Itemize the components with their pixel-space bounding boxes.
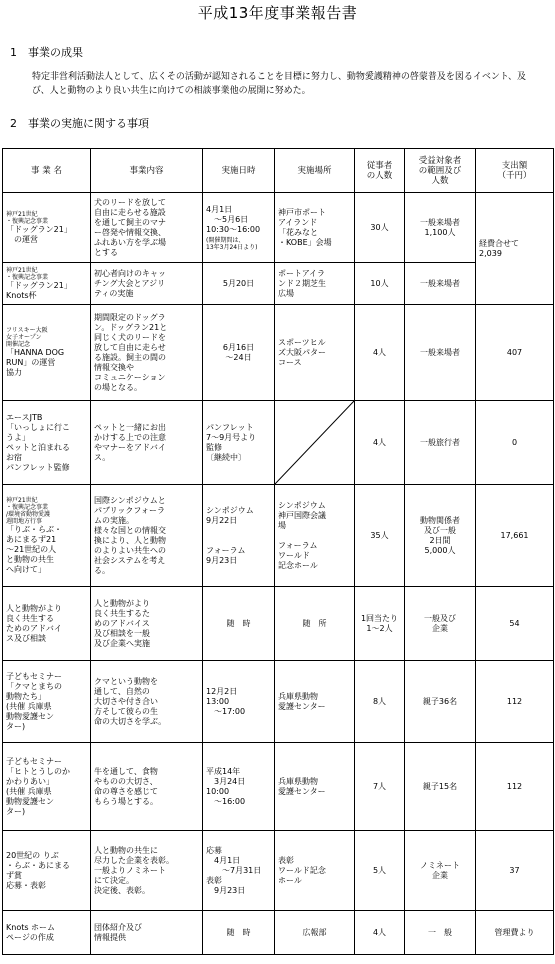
- row-staff: 4人: [355, 305, 405, 401]
- table-row: [3, 911, 554, 955]
- row-target: 親子36名: [405, 661, 476, 743]
- row-date: 応募 4月1日 ～7月31日 表彰 9月23日: [203, 831, 275, 911]
- row-content: 人と動物がより 良く共生するた めのアドバイス 及び相談を一般 及び企業へ実施: [91, 587, 203, 661]
- row-content: ペットと一緒にお出 かけする上での注意 やマナーをアドバイ ス。: [91, 401, 203, 485]
- row-place: 兵庫県動物 愛護センター: [275, 661, 355, 743]
- row-name-prefix: 神戸21世紀 ・復興記念事業: [6, 266, 49, 281]
- row-content: 犬のリードを放して 自由に走らせる施設 を通して飼主のマナ ー啓発や情報交換、 ふれあい方を学ぶ場 とする: [91, 193, 203, 263]
- row-staff: 5人: [355, 831, 405, 911]
- row-place: ポートアイラ ンド２期芝生 広場: [275, 263, 355, 305]
- row-name: エースJTB 「いっしょに行こ うよ」 ペットと泊まれる お宿 パンフレット監修: [3, 401, 91, 485]
- row-target: ノミネート 企業: [405, 831, 476, 911]
- table-header-row: [3, 149, 554, 193]
- header-staff: 従事者 の人数: [355, 149, 405, 193]
- row-target: 親子15名: [405, 743, 476, 831]
- row-name: 「ドッグラン21」 Knots杯: [6, 280, 72, 300]
- header-name: 事 業 名: [3, 149, 91, 193]
- header-target: 受益対象者 の範囲及び 人数: [405, 149, 476, 193]
- row-date: 6月16日 ～24日: [203, 305, 275, 401]
- row-cost: 407: [476, 305, 554, 401]
- table-row: [3, 831, 554, 911]
- row-place: 表彰 ワールド記念 ホール: [275, 831, 355, 911]
- row-staff: 8人: [355, 661, 405, 743]
- row-date: 随 時: [203, 587, 275, 661]
- row-cost: 37: [476, 831, 554, 911]
- row-place: 随 所: [275, 587, 355, 661]
- row-cost: 0: [476, 401, 554, 485]
- header-date: 実施日時: [203, 149, 275, 193]
- row-date: 4月1日 ～5月6日 10:30～16:00: [206, 204, 261, 234]
- row-target: 一般来場者 1,100人: [405, 193, 476, 263]
- row-date-note: (開催期間は、 13年3月24日より): [206, 236, 258, 251]
- table-row: [3, 193, 554, 263]
- row-date: 5月20日: [203, 263, 275, 305]
- row-name: 人と動物がより 良く共生する ためのアドバイ ス及び相談: [3, 587, 91, 661]
- row-place: 神戸市ポート アイランド 「花みなと ・KOBE」会場: [275, 193, 355, 263]
- activity-table: [2, 148, 554, 955]
- row-target: 一般及び 企業: [405, 587, 476, 661]
- row-staff: 10人: [355, 263, 405, 305]
- table-row: [3, 263, 554, 305]
- row-cost: 管理費より: [476, 911, 554, 955]
- row-cost: 112: [476, 743, 554, 831]
- row-staff: 30人: [355, 193, 405, 263]
- row-target: 動物関係者 及び一般 2日間 5,000人: [405, 485, 476, 587]
- row-date: シンポジウム 9月22日 フォーラム 9月23日: [203, 485, 275, 587]
- section1-heading: 1 事業の成果: [10, 46, 83, 59]
- header-content: 事業内容: [91, 149, 203, 193]
- row-date: 平成14年 3月24日 10:00 ～16:00: [203, 743, 275, 831]
- section1-text: 特定非営利活動法人として、広くその活動が認知されることを目標に努力し、動物愛護精神の啓蒙普及を図るイベント、及び、人と動物のより良い共生に向けての相談事業他の展開に努めた。: [32, 72, 527, 96]
- row-content: 初心者向けのキャッ チング大会とアジリ ティの実施: [91, 263, 203, 305]
- table-row: [3, 661, 554, 743]
- row-place: 兵庫県動物 愛護センター: [275, 743, 355, 831]
- row-staff: 4人: [355, 911, 405, 955]
- row-content: 人と動物の共生に 尽力した企業を表彰。 一般よりノミネート にて決定。 決定後、表彰。: [91, 831, 203, 911]
- row-staff: 35人: [355, 485, 405, 587]
- header-cost: 支出額 （千円）: [476, 149, 554, 193]
- row-cost: 54: [476, 587, 554, 661]
- row-content: 牛を通して、食物 やものの大切さ、 命の尊さを感じて もらう場とする。: [91, 743, 203, 831]
- table-row: [3, 401, 554, 485]
- row-name: 子どもセミナー 「クマとまちの 動物たち」 (共催 兵庫県 動物愛護セン ター): [3, 661, 91, 743]
- row-name-prefix: 神戸21世紀 ・復興記念事業: [6, 210, 49, 225]
- row-place: 広報部: [275, 911, 355, 955]
- row-date: 随 時: [203, 911, 275, 955]
- row-cost: 112: [476, 661, 554, 743]
- table-row: [3, 743, 554, 831]
- row-target: 一般来場者: [405, 305, 476, 401]
- table-row: [3, 485, 554, 587]
- row-name: 「ドッグラン21」 の運営: [6, 224, 72, 244]
- section2-heading: 2 事業の実施に関する事項: [10, 117, 149, 130]
- header-place: 実施場所: [275, 149, 355, 193]
- row-place: シンポジウム 神戸国際会議 場 フォーラム ワールド 記念ホール: [275, 485, 355, 587]
- row-staff: 1回当たり 1～2人: [355, 587, 405, 661]
- row-name: 20世紀の りぶ ・らぶ・あにまる ず賞 応募・表彰: [3, 831, 91, 911]
- row-name: 子どもセミナー 「ヒトとうしのか かわりあい」 (共催 兵庫県 動物愛護セン ター): [3, 743, 91, 831]
- row-name-prefix: 神戸21世紀 ・復興記念事業 /環境省動物愛護 週間地方行事: [6, 496, 51, 525]
- row-target: 一 般: [405, 911, 476, 955]
- table-row: [3, 587, 554, 661]
- row-date: パンフレット 7～9月号より 監修 〔継続中〕: [203, 401, 275, 485]
- table-row: [3, 305, 554, 401]
- row-name: 「HANNA DOG RUN」の運営 協力: [6, 348, 65, 377]
- row-target: 一般来場者: [405, 263, 476, 305]
- row-staff: 4人: [355, 401, 405, 485]
- row-content: 期間限定のドッグラ ン。ドッグラン21と 同じく犬のリードを 放して自由に走らせ る施設。飼主の間の 情報交換や コミュニケーション の場となる。: [91, 305, 203, 401]
- row-cost: 経費合せて 2,039: [476, 193, 554, 305]
- row-name-prefix: フリスキー大阪 女子オープン 開催記念: [6, 327, 48, 348]
- row-target: 一般旅行者: [405, 401, 476, 485]
- row-name: Knots ホーム ページの作成: [3, 911, 91, 955]
- row-date: 12月2日 13:00 ～17:00: [203, 661, 275, 743]
- row-content: 団体紹介及び 情報提供: [91, 911, 203, 955]
- row-place-empty: [275, 401, 355, 485]
- row-content: 国際シンポジウムと パブリックフォーラ ムの実施。 様々な国との情報交 換により、人と動物 のよりよい共生への 社会システムを考え る。: [91, 485, 203, 587]
- report-title: 平成13年度事業報告書: [197, 4, 358, 22]
- row-staff: 7人: [355, 743, 405, 831]
- diagonal-strike: [275, 401, 354, 484]
- row-place: スポーツヒル ズ大阪パター コース: [275, 305, 355, 401]
- row-content: クマという動物を 通して、自然の 大切さや付き合い 方そして彼らの生 命の大切さを学ぶ。: [91, 661, 203, 743]
- row-name: 「りぶ・らぶ・ あにまるず21 ～21世紀の人 と動物の共生 へ向けて」: [6, 524, 62, 574]
- row-cost: 17,661: [476, 485, 554, 587]
